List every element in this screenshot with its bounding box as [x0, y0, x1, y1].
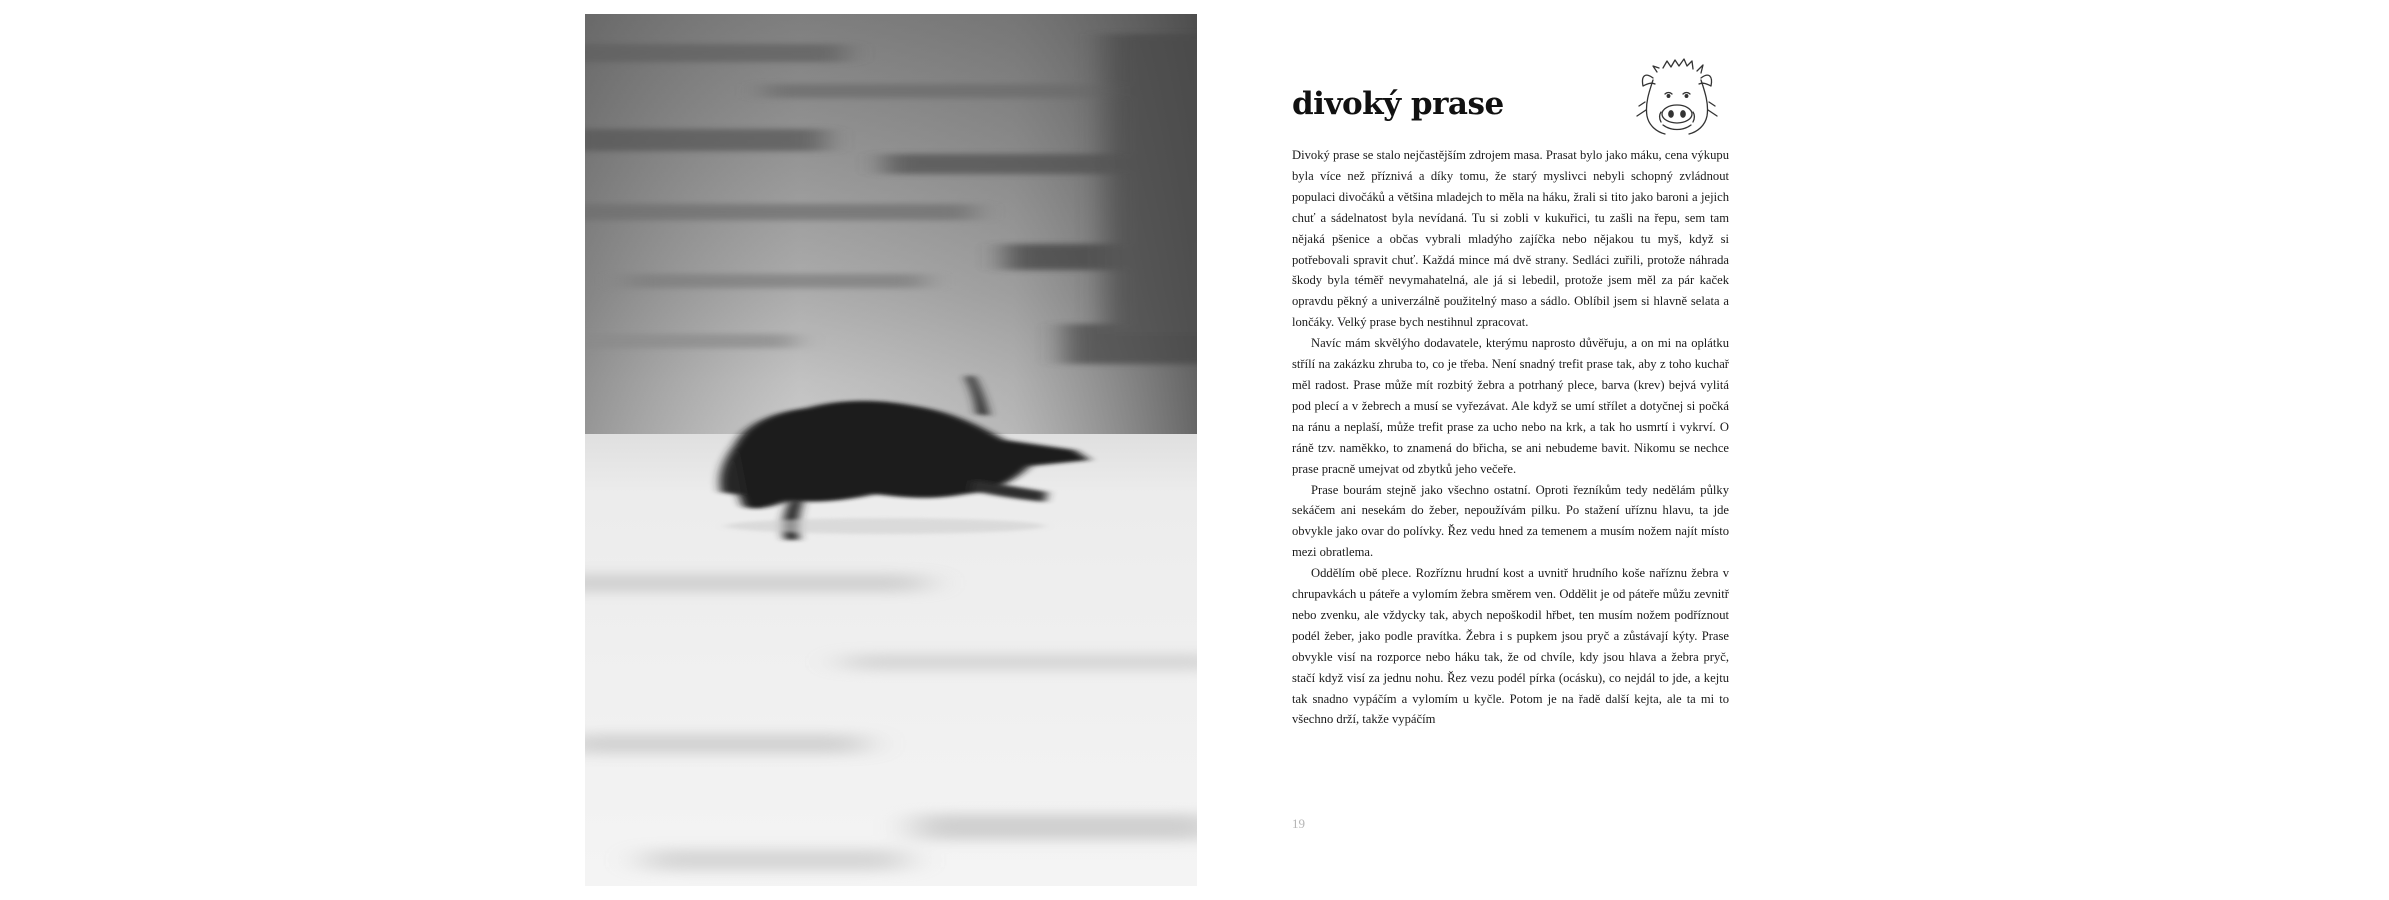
- paragraph: Oddělím obě plece. Rozříznu hrudní kost a uvnitř hrudního koše naříznu žebra v chrupavkách u páteře a vylomím žebra směrem ven. Oddělit je od páteře můžu zevnitř nebo zvenku, ale vždycky tak, abych nepoškodil hřbet, ten musím nožem podříznout podél žeber, jako podle pravítka. Žebra i s pupkem jsou pryč a zůstávají kýty. Prase obvykle visí na rozporce nebo háku tak, že od chvíle, kdy jsou hlava a žebra pryč, stačí když visí za jednu nohu. Řez vezu podél pírka (ocásku), co nejdál to jde, a kejtu tak snadno vypáčím a vylomím u kyčle. Potom je na řadě další kejta, ale ta mi to všechno drží, takže vypáčím: [1292, 566, 1729, 727]
- paragraph: Prase bourám stejně jako všechno ostatní. Oproti řezníkům tedy nedělám půlky sekáčem ani nesekám do žeber, nepoužívám pilku. Po stažení uříznu hlavu, ta jde obvykle jako ovar do polívky. Řez vedu hned za temenem a musím nožem najít místo mezi obratlema.: [1292, 482, 1729, 560]
- article-body: [1292, 145, 1729, 730]
- page-number: 19: [1292, 816, 1305, 831]
- page-title: divoký prase: [1292, 86, 1504, 122]
- boar-head-icon: [1631, 58, 1723, 138]
- text-page: [1292, 0, 1729, 900]
- paragraph: Navíc mám skvělýho dodavatele, kterýmu naprosto důvěřuju, a on mi na oplátku střílí na zakázku zhruba to, co je třeba. Není snadný trefit prase tak, aby z toho kuchař měl radost. Prase může mít rozbitý žebra a potrhaný plece, barva (krev) bejvá vylitá pod plecí a v žebrech a musí se vyřezávat. Ale když se umí střílet a dotyčnej si počká na ránu a neplaší, může trefit prase za ucho nebo na krk, a tak ho usmrtí i vykrví. O ráně tzv. naměkko, to znamená do břicha, se ani nebudeme bavit. Nikomu se nechce prase pracně umejvat od zbytků jeho večeře.: [1292, 336, 1729, 476]
- paragraph: Divoký prase se stalo nejčastějším zdrojem masa. Prasat bylo jako máku, cena výkupu byla více než příznivá a díky tomu, že starý myslivci nebyli schopný zvládnout populaci divočáků a většina mladejch to měla na háku, žrali si tito jako baroni a jejich chuť a sádelnatost byla nevídaná. Tu si zobli v kukuřici, tu zašli na řepu, sem tam nějaká pšenice a občas vybrali mladýho zajíčka nebo nějakou tu myš, když si potřebovali spravit chuť. Každá mince má dvě strany. Sedláci zuřili, protože náhrada škody byla téměř nevymahatelná, ale já si lebedil, protože jsem měl za pár kaček opravdu pěkný a univerzálně použitelný maso a sádlo. Oblíbil jsem si hlavně selata a lončáky. Velký prase bych nestihnul zpracovat.: [1292, 148, 1729, 330]
- boar-photo: [585, 14, 1197, 886]
